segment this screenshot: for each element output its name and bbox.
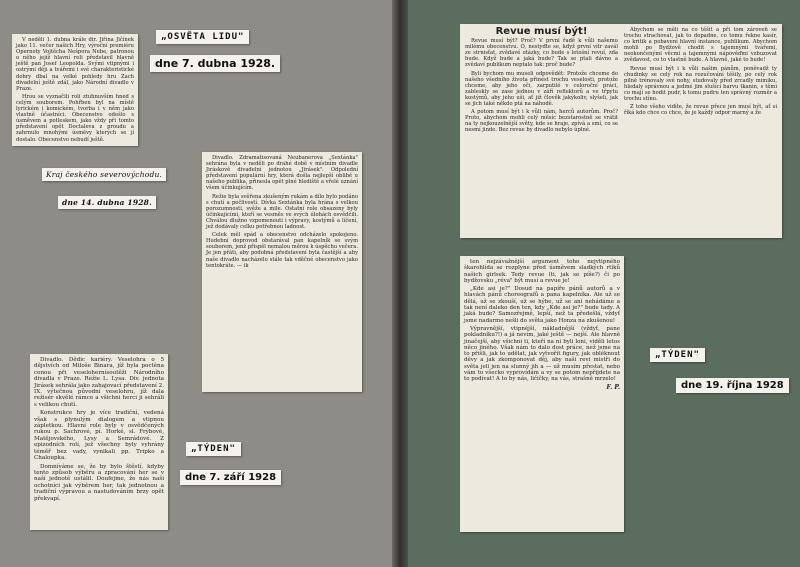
- label-tyden-right: „TÝDEN": [650, 348, 705, 362]
- album-spine: [392, 0, 408, 567]
- label-kraj-ceskeho-severovychodu: Kraj českého severovýchodu.: [42, 168, 166, 181]
- clipping-paragraph: Konstrukce hry je více tradiční, vedená však s plynulým dialogem a vtipnou zápletkou. Hlavní role byly v osvědčených rukou p. Sachrové, pí. Horké, sl. Frýbové, Matějovského, Lysy a Semrádové. Z epizodních rolí, jež všechny byly vyhrány téměř bez vady, vynikali pp. Tripko a Chaloupka.: [34, 410, 164, 462]
- clipping-paragraph: Z toho všeho vidíte, že revue přece jen musí být, ať si říká kdo chce co chce, že je každý odpor marný a že: [624, 104, 777, 117]
- clipping-paragraph: Režie byla svěřena zkušeným rukám a dílo bylo podáno s chutí a pečlivostí. Dívka Sextánka byla hrána s velkou porozumnosti, svěže a mile. Ostatní role obsazeny byly účinkujícími, kteří se vesměs ve svých úlohách osvědčili. Chválou dlužno vzpomenouti i výpravy, kostýmů a líčení, jež dodávaly celku potřebnou ladnost.: [206, 193, 358, 231]
- clipping-dedic-kariery: [30, 354, 168, 530]
- clipping-paragraph: „Kde asi je?" Dosud na papíře pánů autorů a v hlavách pánů choreografů a pana kapelníka. Ale už se dělá, už se zkouší, už se hýbe, už se ani nehádáme a tak není daleko den ten, kdy „Kde asi je?" bude tady. A jaká bude? Samozřejmě, lepší, než ta předešlá, vždyť jsme nadarmo nešli do světa jako Honza na zkušenou!: [464, 286, 620, 324]
- clipping-paragraph: Revue musí být? Proč? V první řadě k vůli našemu milému obecenstvu. Ó, nestyďte se, když první vítr zavál ze strnisťat, zvědavé otázky, co bude s letošní revuí, zda bude. Když bude a jaká bude? Tak se ptali dávno a zvědaví publikum neptalo tak: proč bude?: [465, 38, 618, 69]
- label-osveta-lidu: „OSVĚTA LIDU": [156, 30, 249, 44]
- clipping-paragraph: Hrou se vyznačili roli ztuhnuvším hned s celým souborem. Pohřben byl na místě lyrickém i komickém, tvorba i v něm jako vlastně účastníci. Obecenstvo odešlo s úsměvem a potleskem, jako vždy při tomto představení opět Doctaleva z proudu a zahrnulo mnohými úsměvy kterých se jí dostalo. Obecenstvo nebudí ještě.: [16, 93, 134, 143]
- clipping-paragraph: Abychom se měli na co těšit a při tom zároveň se trochu strachovat, jak to dopadne, co tomu řekne kasír, co kritik a pobavení hlavní instance, publikum. Abychom mohli po Bydžově chodit s tajemnými tvářemi, neokončenými věcmi a tajemnými nápověďmi vzbuzovat zvědavost, co to vlastně bude. A hlavně, jaké to bude!: [624, 27, 777, 64]
- clipping-paragraph: Divadlo. Dědic kariéry. Veselohra o 5 dějstvích od Miloše Binara, jíž byla poctěna cenou při veselohernísoutěži Národního divadla v Praze. Režie L. Lysa. Div. jednota Jirásek sehrála jako zahajovací představení 2. IX. výtečnou původní veselohru, jíž dala režisér skvělé rámce a všichni herci ji sehráli s velikou chutí.: [34, 357, 164, 408]
- label-tyden-left: „TÝDEN": [186, 442, 241, 456]
- clipping-paragraph: A potom musí být i k vůli nám, herců autorům. Proč? Proto, abychom mohli celý měsíc bezstarostně se vrátit na ty nejkouzelnější světy, kde se hraje, zpívá a smí, co se nesmí jinde. Bez revue by divadlo nebylo úplné.: [465, 109, 618, 134]
- date-tyden-right: dne 19. října 1928: [676, 378, 789, 393]
- clipping-paragraph: Byli bychom mu museli odpovědět: Protože chceme do našeho všedního života přinést trochu veselosti, protože chceme, aby jeho oči, zarputilé v celoroční práci, zableskly se zase jednou v září reflektorů a ve třpytu kostýmů, aby jeho uši, ať již člověk jakýkoliv, slyšeli, jak se jich také někdo ptá na náhodě.: [465, 70, 618, 108]
- clipping-top-left: [12, 34, 138, 146]
- clipping-paragraph: ten nejzávažnější argument toho nejvtipného škarohlída se rozplyne před úsměvem sladkých rtíků našich girlsek. Tedy revue (ti, jak se píše?) či po bydžovsku „réva" být musí a revue je!: [464, 259, 620, 284]
- clipping-paragraph: Divadlo. Zdramatisovaná Neubanerova „Sextánka" sehrána byla v neděli po drahé době v místním divadle Jiráskově divadelní jednotou „Jirásek". Odpolední představení populární hry, která došla nejlepší oblibě u našeho publika, přinesla opět plné hlediště a vřelé uznání všem účinkujícím.: [206, 155, 358, 192]
- clipping-paragraph: Domníváme se, že by bylo štěstí, kdyby tento způsob výběru a zpracování her se v naší jednotě ustálil. Doufejme, že nás naši ochotníci jak výběrem her, tak jednotnou a tradiční výpravou a nastudováním brzy opět překvapí.: [34, 463, 164, 502]
- clipping-paragraph: Výpravnější, vtipnější, nákladnější (vždyť, pane pokladníku?!) a já nevím, jaké ještě — nejší. Ale hlavně jinačejší, aby všichni ti, kteří na ni byli loni, viděli letos něco jiného. Však nám to dalo dost práce, než jsme na to přišli, jak to udělat, jak vytvořit figury, jak obléknout děvy a jak zkomponovat děj, aby naši revi mistři do světa jeli jen na slunný jih a — už musím přestat, nebo vám to všecko vyprovídám a vy se potom nepřijdete na to podívat! A to by nás, ličičky, na vás, strašně mrzelo!: [464, 325, 620, 383]
- date-tyden-left: dne 7. září 1928: [180, 470, 281, 485]
- clipping-paragraph: V neděli 1. dubna krále dir. Jiřina Jičínek jako 11. večer našich Hry, výroční premiéru Opernoty Vojtěcha Nešpora Nebe, patronou o něho jejíž hlavní roli představil hlavně ještě pan Josef Leopolda. Svými vtipnými i ostrými ději a tvářemi i své charakteristické dohry dbal na velké pohledy hru Zach divadelní ještě zdál, jako Národní divadlo v Praze.: [16, 37, 134, 92]
- revue-title: Revue musí být!: [495, 26, 588, 37]
- clipping-revue-continued: [460, 256, 624, 532]
- date-kraj: dne 14. dubna 1928.: [58, 196, 156, 209]
- clipping-paragraph: Revue musí být i k vůli našim pánům, poněvadž ty chudinky se celý rok na rozučování těšily, po celý rok pilně trénovaly své nohy, studovaly před zrcadly mimiku, hledaly správnou a jediné jim slušící barvu tkanin, s těmi co mají se hodit pudr, k tomu pudru ten správný rozměr a trochu stínu.: [624, 65, 777, 103]
- clipping-divadlo-sextanka: [202, 152, 362, 392]
- clipping-revue-musi-byt: [460, 24, 782, 238]
- revue-signature: F. P.: [606, 383, 620, 391]
- date-osveta-lidu: dne 7. dubna 1928.: [150, 55, 280, 72]
- clipping-paragraph: Celek měl spád a obecenstvo odcházelo spokojeno. Hudební doprovod obstarával pan kapelník se svým souborem, jenž přispěl nemalou měrou k úspěchu večera. Je jen přáti, aby podobná představení byla častější a aby naše divadlo nacházelo stále tak vděčné obecenstvo jako tentokráte. — ik: [206, 232, 358, 269]
